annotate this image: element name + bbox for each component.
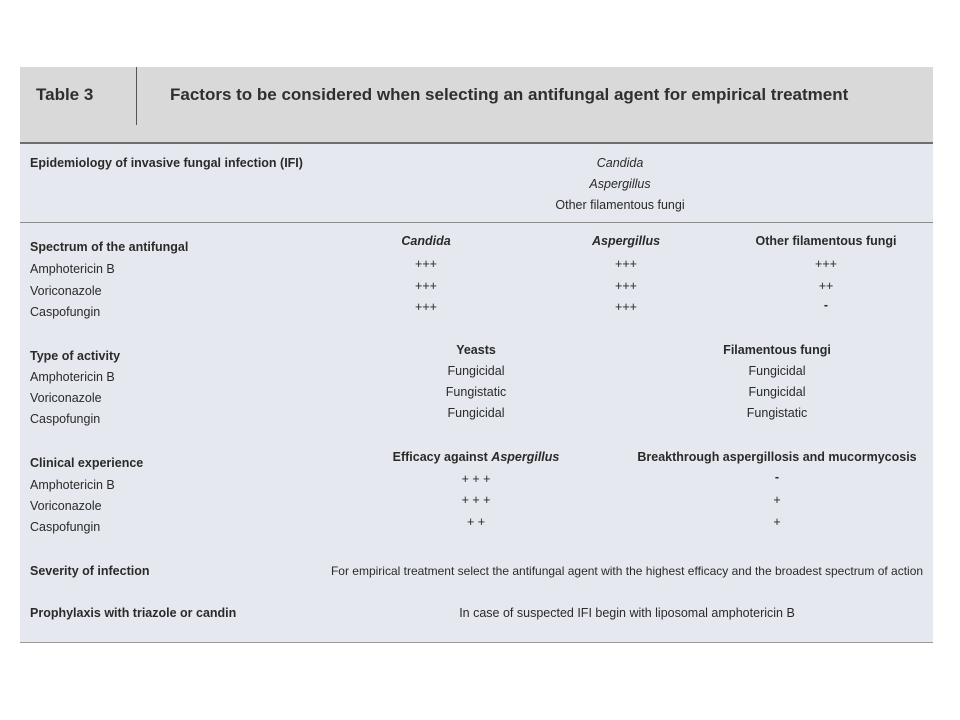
clinical-value: + + + [461,472,491,486]
spectrum-value: ++ [818,279,834,293]
drug-name: Voriconazole [30,284,102,298]
activity-value: Fungicidal [447,364,505,378]
spectrum-value: +++ [815,257,837,271]
epidemiology-item: Other filamentous fungi [555,198,685,212]
clinical-value: + [773,515,781,529]
table-title-bar [20,67,933,144]
clinical-column-organism: Aspergillus [491,450,560,464]
severity-label: Severity of infection [30,564,150,578]
clinical-column-header: Breakthrough aspergillosis and mucormycosis [637,450,917,464]
prophylaxis-text: In case of suspected IFI begin with liposomal amphotericin B [459,606,795,620]
clinical-column-header [393,449,560,465]
spectrum-value: +++ [615,279,637,293]
spectrum-column-header: Aspergillus [591,234,661,248]
spectrum-value: - [823,298,829,312]
activity-value: Fungistatic [445,385,507,399]
spectrum-value: +++ [415,300,437,314]
activity-value: Fungicidal [748,385,806,399]
table-title: Factors to be considered when selecting an antifungal agent for empirical treatment [170,85,849,104]
clinical-value: + [773,493,781,507]
antifungal-table [20,67,933,643]
activity-column-header: Filamentous fungi [723,343,831,357]
activity-column-header: Yeasts [456,343,496,357]
clinical-label: Clinical experience [30,456,144,470]
drug-name: Caspofungin [30,412,101,426]
activity-value: Fungicidal [447,406,505,420]
spectrum-value: +++ [615,257,637,271]
epidemiology-item: Aspergillus [589,177,651,191]
severity-text: For empirical treatment select the antifungal agent with the highest efficacy and the broadest spectrum of action [330,564,924,578]
drug-name: Caspofungin [30,305,101,319]
drug-name: Voriconazole [30,391,102,405]
clinical-column-prefix: Efficacy against [392,450,492,464]
spectrum-value: +++ [415,279,437,293]
clinical-value: - [774,470,780,484]
spectrum-label: Spectrum of the antifungal [30,240,189,254]
drug-name: Amphotericin B [30,262,115,276]
spectrum-column-header: Candida [401,234,451,248]
epidemiology-label: Epidemiology of invasive fungal infection (IFI) [30,156,303,170]
epidemiology-item: Candida [596,156,644,170]
drug-name: Amphotericin B [30,370,115,384]
spectrum-value: +++ [615,300,637,314]
spectrum-value: +++ [415,257,437,271]
activity-label: Type of activity [30,349,121,363]
activity-value: Fungistatic [746,406,808,420]
title-divider [136,67,137,125]
drug-name: Amphotericin B [30,478,115,492]
clinical-value: + + + [461,493,491,507]
spectrum-column-header: Other filamentous fungi [755,234,897,248]
drug-name: Caspofungin [30,520,101,534]
clinical-value: + + [466,515,486,529]
table-number: Table 3 [36,85,94,104]
section-divider [20,222,933,223]
prophylaxis-label: Prophylaxis with triazole or candin [30,606,237,620]
activity-value: Fungicidal [748,364,806,378]
drug-name: Voriconazole [30,499,102,513]
